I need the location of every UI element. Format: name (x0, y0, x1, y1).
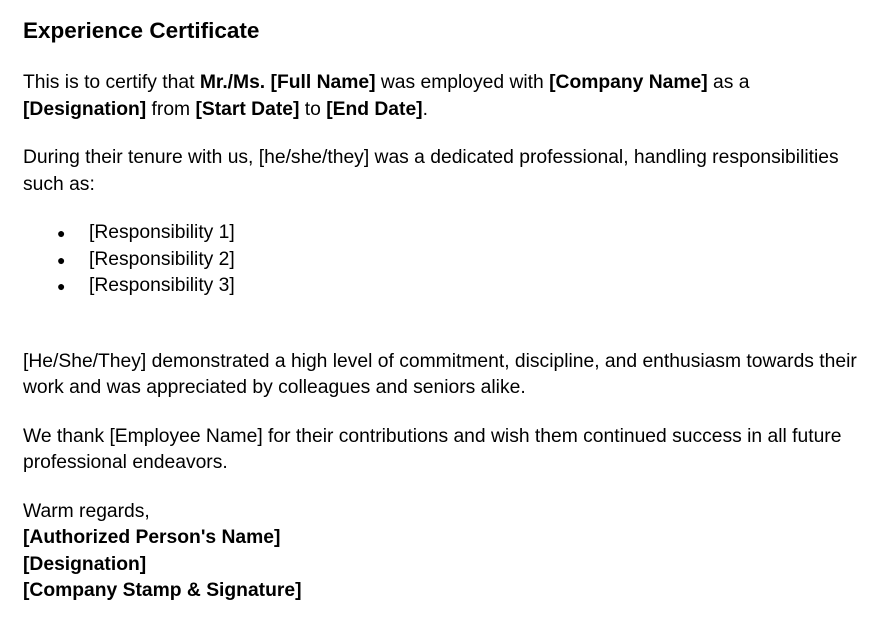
list-item (23, 247, 863, 274)
signatory-designation-placeholder: [Designation] (23, 553, 147, 575)
thanks-paragraph: We thank [Employee Name] for their contributions and wish them continued success in all future professional endeavors. (23, 425, 842, 473)
certificate-title: Experience Certificate (23, 18, 260, 43)
intro-text-3: as a (707, 72, 750, 93)
bullet-icon: ● (57, 225, 66, 241)
list-item (23, 273, 863, 300)
authorized-person-placeholder: [Authorized Person's Name] (23, 527, 281, 548)
signature-block (23, 499, 863, 605)
closing-regards: Warm regards, (23, 500, 150, 522)
list-item (23, 220, 863, 247)
intro-text-5: to (299, 98, 327, 120)
bullet-icon: ● (57, 251, 66, 268)
company-stamp-placeholder: [Company Stamp & Signature] (23, 580, 302, 601)
end-date-placeholder: [End Date] (326, 98, 423, 120)
designation-placeholder: [Designation] (23, 98, 147, 120)
intro-text-6: . (422, 98, 428, 120)
intro-text-2: was employed with (375, 72, 550, 93)
intro-paragraph (23, 70, 863, 123)
start-date-placeholder: [Start Date] (195, 98, 300, 120)
responsibility-text: [Responsibility 3] (89, 275, 235, 296)
intro-text-4: from (146, 98, 196, 120)
company-name-placeholder: [Company Name] (549, 72, 708, 93)
responsibility-text: [Responsibility 1] (89, 222, 235, 243)
tenure-paragraph: During their tenure with us, [he/she/they] was a dedicated professional, handling responsibilities such as: (23, 147, 839, 195)
intro-text-1: This is to certify that (23, 72, 200, 93)
responsibility-text: [Responsibility 2] (89, 248, 235, 270)
responsibility-list (23, 220, 863, 300)
commitment-paragraph: [He/She/They] demonstrated a high level of commitment, discipline, and enthusiasm towards their work and was appreciated by colleagues and seniors alike. (23, 350, 857, 398)
employee-name-placeholder: Mr./Ms. [Full Name] (199, 72, 376, 93)
bullet-icon: ● (57, 278, 66, 294)
certificate-document (23, 14, 863, 605)
